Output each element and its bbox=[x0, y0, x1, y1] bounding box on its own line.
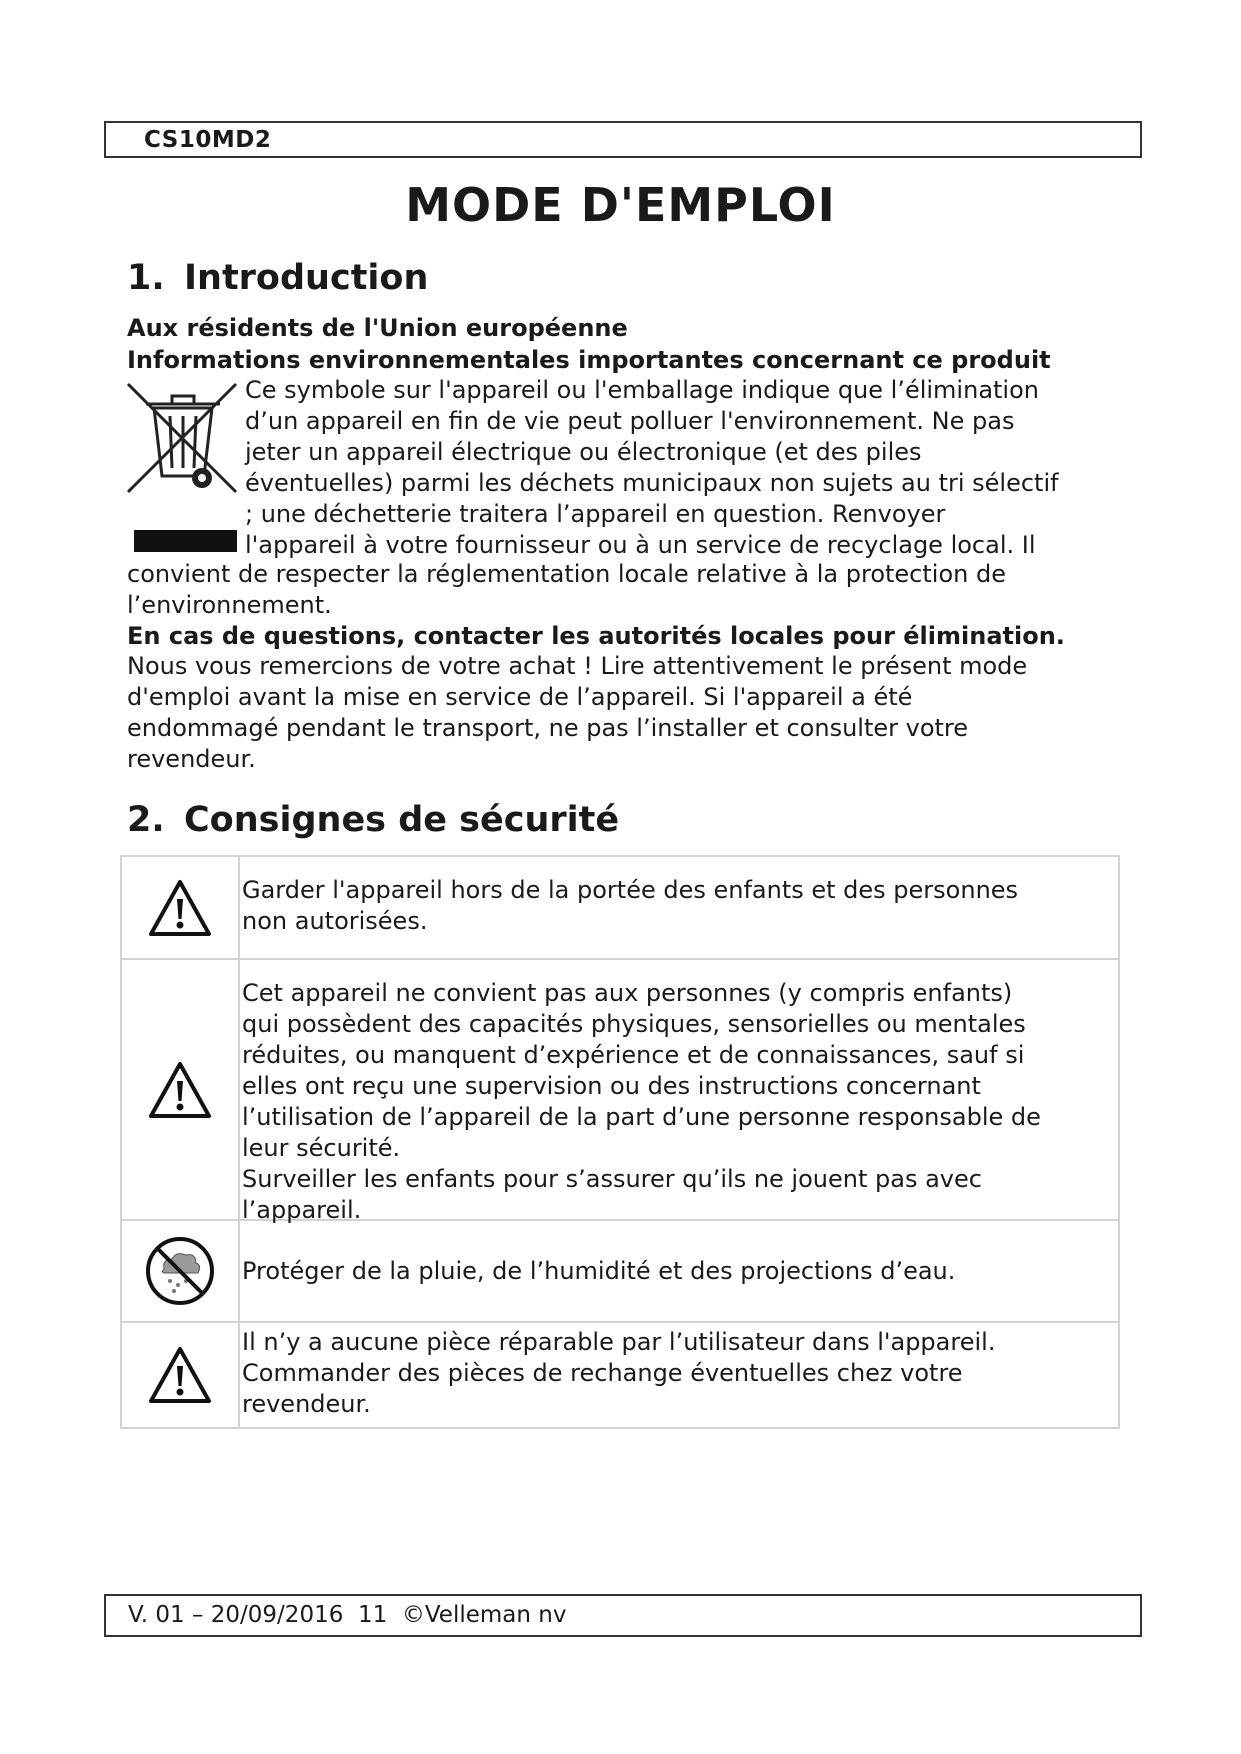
safety-row bbox=[122, 857, 1118, 960]
env-line-2: d’un appareil en fin de vie peut polluer l'environnement. Ne pas bbox=[245, 407, 1015, 435]
model-code: CS10MD2 bbox=[144, 127, 272, 153]
safety-row bbox=[122, 1323, 1118, 1427]
env-line-6: l'appareil à votre fournisseur ou à un service de recyclage local. Il bbox=[245, 531, 1036, 559]
env-line-8: l’environnement. bbox=[127, 591, 332, 619]
section-2-number: 2. bbox=[127, 800, 165, 840]
safety-text-line: Cet appareil ne convient pas aux personnes (y compris enfants) bbox=[242, 979, 1013, 1007]
safety-row bbox=[122, 1221, 1118, 1323]
thanks-line-4: revendeur. bbox=[127, 745, 256, 773]
safety-text-cell bbox=[240, 1221, 1118, 1321]
safety-text-line: Protéger de la pluie, de l’humidité et des projections d’eau. bbox=[242, 1256, 956, 1285]
section-1-title: Introduction bbox=[184, 258, 429, 298]
section-1-heading bbox=[127, 258, 428, 298]
thanks-line-2: d'emploi avant la mise en service de l’appareil. Si l'appareil a été bbox=[127, 683, 913, 711]
warning-triangle-icon bbox=[148, 1346, 212, 1404]
safety-icon-cell bbox=[122, 857, 240, 958]
warning-triangle-icon bbox=[148, 1061, 212, 1119]
no-rain-icon bbox=[144, 1235, 216, 1307]
section-2-title: Consignes de sécurité bbox=[184, 800, 620, 840]
document-title: MODE D'EMPLOI bbox=[405, 178, 836, 232]
safety-icon-cell bbox=[122, 1221, 240, 1321]
safety-text-line: Il n’y a aucune pièce réparable par l’utilisateur dans l'appareil. bbox=[242, 1328, 996, 1356]
thanks-line-3: endommagé pendant le transport, ne pas l’installer et consulter votre bbox=[127, 714, 969, 742]
questions-notice: En cas de questions, contacter les autorités locales pour élimination. bbox=[127, 622, 1065, 650]
warning-triangle-icon bbox=[148, 879, 212, 937]
safety-icon-cell bbox=[122, 960, 240, 1219]
safety-text-cell bbox=[240, 960, 1118, 1224]
safety-text-cell bbox=[240, 857, 1118, 958]
safety-row bbox=[122, 960, 1118, 1224]
eu-residents-subheading: Aux résidents de l'Union européenne bbox=[127, 314, 628, 342]
env-line-3: jeter un appareil électrique ou électronique (et des piles bbox=[245, 438, 922, 466]
footer-version: V. 01 – 20/09/2016 11 ©Velleman nv bbox=[128, 1602, 567, 1628]
weee-crossed-bin-icon bbox=[124, 380, 242, 502]
safety-text-cell bbox=[240, 1323, 1118, 1427]
section-2-heading bbox=[127, 800, 619, 840]
safety-text-line: l’utilisation de l’appareil de la part d’une personne responsable de bbox=[242, 1103, 1041, 1131]
safety-text-line: réduites, ou manquent d’expérience et de connaissances, sauf si bbox=[242, 1041, 1025, 1069]
weee-black-bar bbox=[134, 530, 237, 552]
header-box bbox=[104, 121, 1142, 158]
safety-text-line: Surveiller les enfants pour s’assurer qu’ils ne jouent pas avec bbox=[242, 1165, 982, 1193]
env-line-5: ; une déchetterie traitera l’appareil en question. Renvoyer bbox=[245, 500, 946, 528]
thanks-line-1: Nous vous remercions de votre achat ! Lire attentivement le présent mode bbox=[127, 652, 1028, 680]
env-line-7: convient de respecter la réglementation locale relative à la protection de bbox=[127, 560, 1006, 588]
safety-text-line: revendeur. bbox=[242, 1390, 371, 1418]
safety-text-line: Garder l'appareil hors de la portée des enfants et des personnes bbox=[242, 876, 1019, 904]
safety-text-line: elles ont reçu une supervision ou des instructions concernant bbox=[242, 1072, 981, 1100]
section-1-number: 1. bbox=[127, 258, 165, 298]
env-info-subheading: Informations environnementales importantes concernant ce produit bbox=[127, 346, 1051, 374]
env-line-4: éventuelles) parmi les déchets municipaux non sujets au tri sélectif bbox=[245, 469, 1059, 497]
safety-table bbox=[120, 855, 1120, 1429]
safety-text-line: Commander des pièces de rechange éventuelles chez votre bbox=[242, 1359, 963, 1387]
footer-box bbox=[104, 1594, 1142, 1637]
safety-text-line: leur sécurité. bbox=[242, 1134, 401, 1162]
safety-icon-cell bbox=[122, 1323, 240, 1427]
safety-text-line: qui possèdent des capacités physiques, sensorielles ou mentales bbox=[242, 1010, 1026, 1038]
env-line-1: Ce symbole sur l'appareil ou l'emballage indique que l’élimination bbox=[245, 376, 1039, 404]
safety-text-line: non autorisées. bbox=[242, 907, 428, 935]
safety-text-line: l’appareil. bbox=[242, 1196, 362, 1224]
